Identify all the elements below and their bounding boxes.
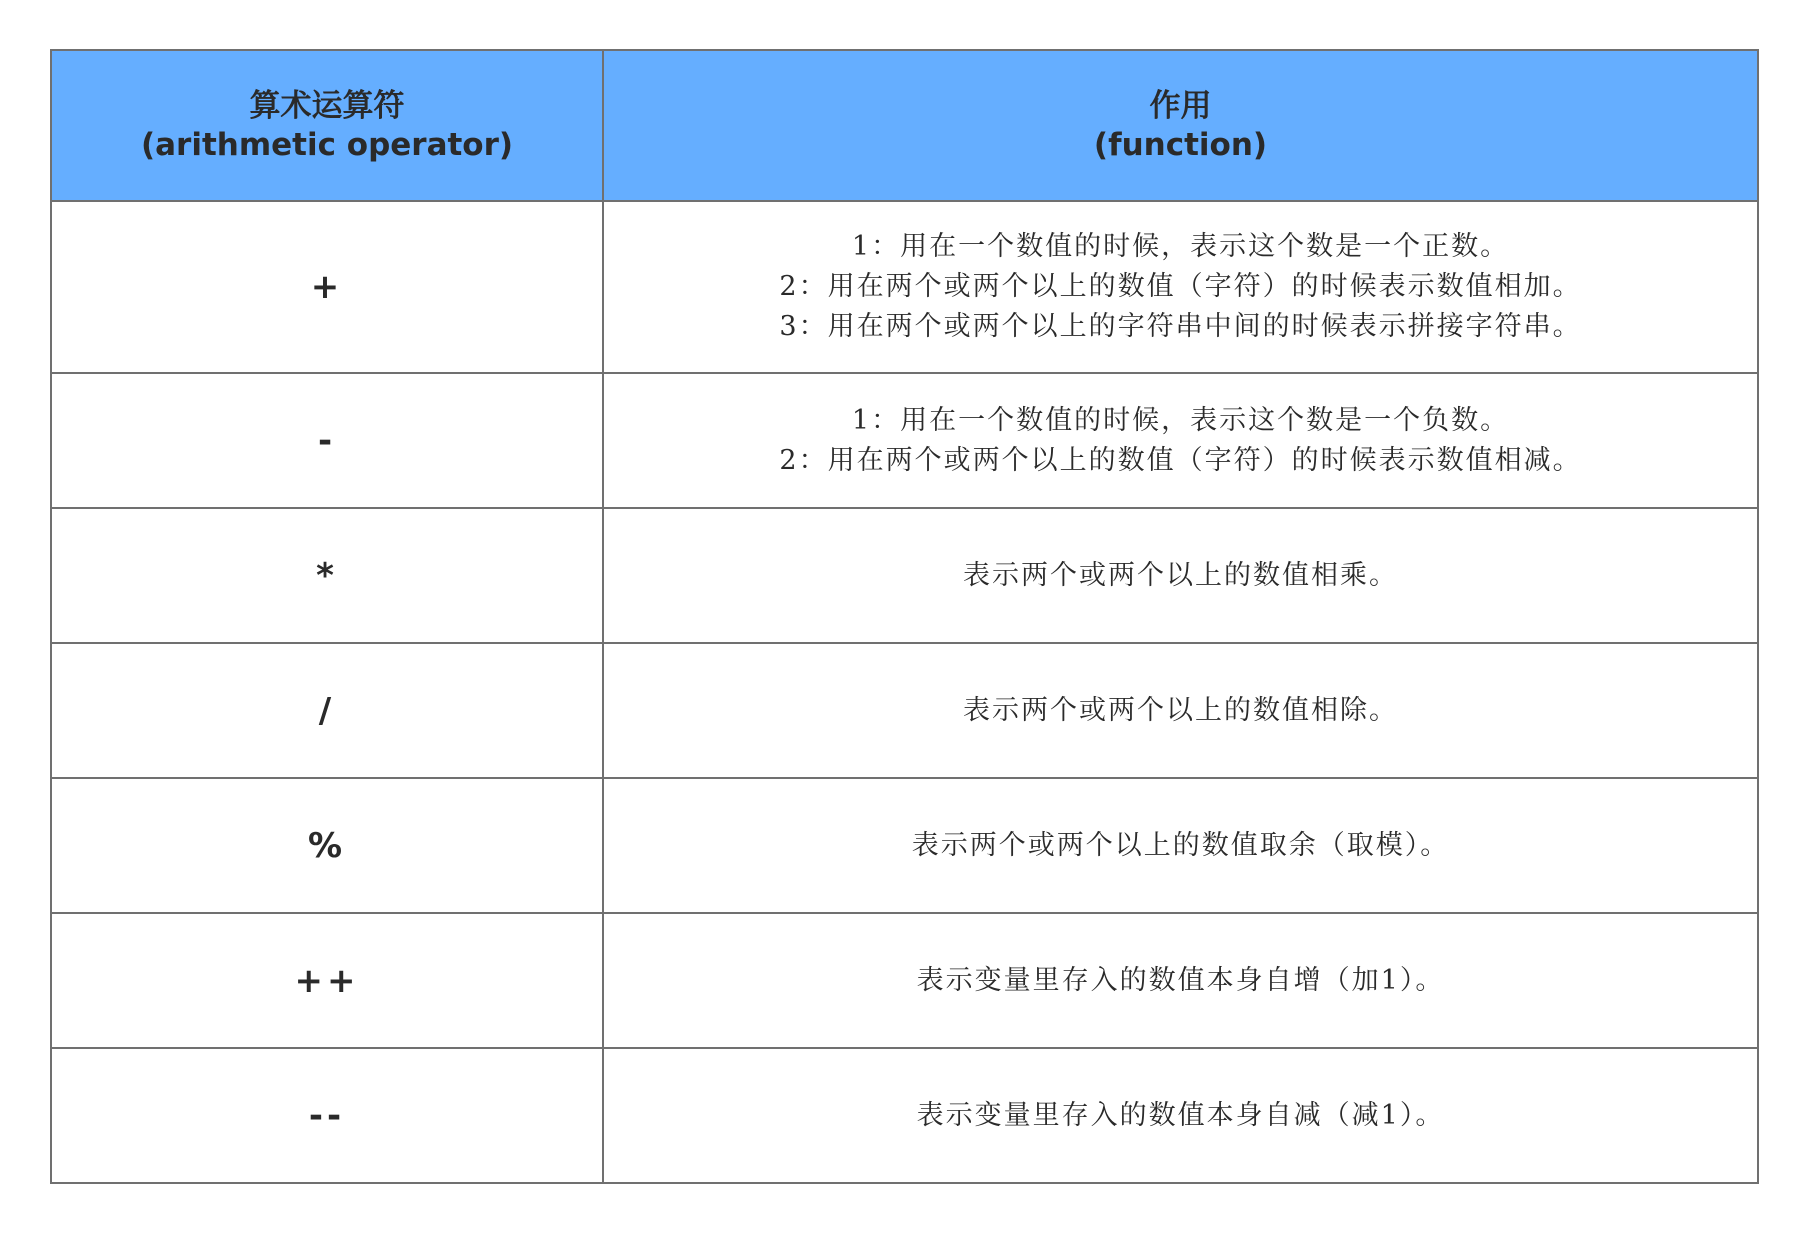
header-function-en: (function)	[1093, 126, 1268, 163]
function-cell	[603, 778, 1758, 913]
operator-table-container	[50, 49, 1759, 1184]
table-row-plus	[51, 201, 1758, 373]
operator-cell: *	[51, 508, 603, 643]
function-line: 3：用在两个或两个以上的字符串中间的时候表示拼接字符串。	[779, 311, 1582, 342]
function-line: 表示两个或两个以上的数值相乘。	[963, 559, 1398, 591]
function-cell	[603, 643, 1758, 778]
header-operator	[51, 50, 603, 201]
header-function	[603, 50, 1758, 201]
operator-cell: ++	[51, 913, 603, 1048]
operator-cell: +	[51, 201, 603, 373]
function-cell	[603, 373, 1758, 508]
function-cell	[603, 201, 1758, 373]
table-row-modulo	[51, 778, 1758, 913]
function-cell	[603, 1048, 1758, 1183]
function-line: 1：用在一个数值的时候，表示这个数是一个负数。	[851, 404, 1510, 436]
header-function-zh: 作用	[1149, 87, 1212, 124]
header-operator-en: (arithmetic operator)	[140, 126, 514, 163]
header-operator-zh: 算术运算符	[249, 87, 405, 124]
table-row-multiply	[51, 508, 1758, 643]
function-line: 2：用在两个或两个以上的数值（字符）的时候表示数值相加。	[779, 271, 1582, 302]
function-line: 表示变量里存入的数值本身自增（加1）。	[916, 964, 1445, 996]
operator-cell: --	[51, 1048, 603, 1183]
function-line: 表示两个或两个以上的数值相除。	[963, 694, 1398, 726]
table-row-decrement	[51, 1048, 1758, 1183]
table-row-divide	[51, 643, 1758, 778]
table-row-minus	[51, 373, 1758, 508]
function-line: 1：用在一个数值的时候，表示这个数是一个正数。	[851, 231, 1510, 262]
table-header-row	[51, 50, 1758, 201]
function-line: 表示变量里存入的数值本身自减（减1）。	[916, 1099, 1445, 1131]
operator-cell: /	[51, 643, 603, 778]
arithmetic-operator-table	[50, 49, 1759, 1184]
function-cell	[603, 508, 1758, 643]
operator-cell: -	[51, 373, 603, 508]
function-cell	[603, 913, 1758, 1048]
function-line: 表示两个或两个以上的数值取余（取模）。	[911, 829, 1450, 861]
operator-cell: %	[51, 778, 603, 913]
function-line: 2：用在两个或两个以上的数值（字符）的时候表示数值相减。	[779, 444, 1582, 476]
table-row-increment	[51, 913, 1758, 1048]
